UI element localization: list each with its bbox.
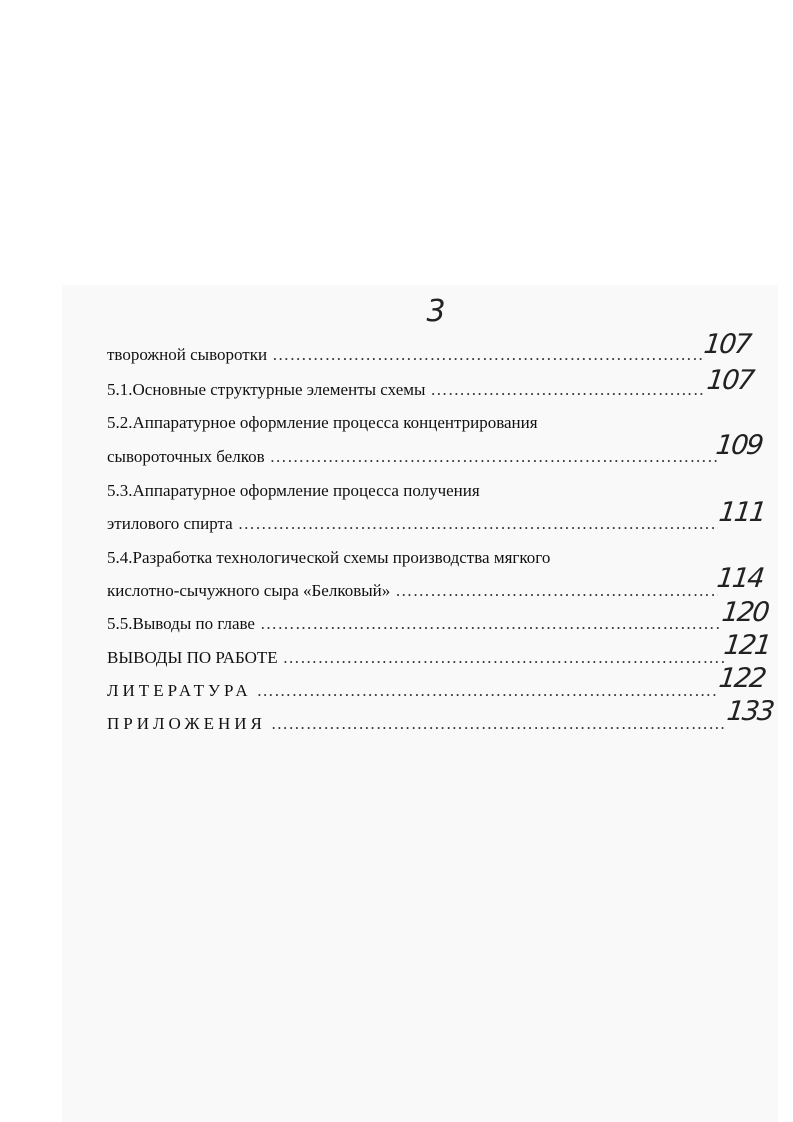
toc-entry-whey xyxy=(107,343,702,367)
toc-dot-leader xyxy=(257,679,718,703)
toc-entry-5-3-line-2 xyxy=(107,512,718,536)
toc-page-number: 121 xyxy=(722,630,772,661)
toc-entry-text: ЛИТЕРАТУРА xyxy=(107,681,252,700)
toc-entry-appendices xyxy=(107,712,727,736)
toc-entry-5-4-line-1 xyxy=(107,546,607,570)
toc-entry-text: кислотно-сычужного сыра «Белковый» xyxy=(107,581,391,600)
toc-entry-5-1 xyxy=(107,378,706,402)
toc-entry-text: 5.3.Аппаратурное оформление процесса получения xyxy=(107,481,480,500)
toc-dot-leader xyxy=(270,445,718,469)
toc-page-number: 120 xyxy=(720,597,770,628)
toc-dot-leader xyxy=(283,646,725,670)
toc-dot-leader xyxy=(271,712,727,736)
toc-entry-5-3-line-1 xyxy=(107,479,527,503)
toc-entry-text: 5.4.Разработка технологической схемы производства мягкого xyxy=(107,548,551,567)
toc-entry-text: ВЫВОДЫ ПО РАБОТЕ xyxy=(107,648,278,667)
toc-page-number: 111 xyxy=(717,497,767,528)
toc-entry-5-5 xyxy=(107,612,721,636)
toc-entry-5-2-line-2 xyxy=(107,445,718,469)
toc-dot-leader xyxy=(395,579,718,603)
toc-entry-text: сывороточных белков xyxy=(107,447,265,466)
page-number: 3 xyxy=(426,294,446,329)
toc-entry-text: творожной сыворотки xyxy=(107,345,268,364)
toc-entry-text: 5.1.Основные структурные элементы схемы xyxy=(107,380,426,399)
toc-entry-5-4-line-2 xyxy=(107,579,718,603)
toc-page-number: 107 xyxy=(702,329,752,360)
toc-dot-leader xyxy=(272,343,702,367)
toc-dot-leader xyxy=(260,612,721,636)
toc-page-number: 109 xyxy=(714,430,764,461)
toc-page-number: 122 xyxy=(717,663,767,694)
toc-entry-text: 5.5.Выводы по главе xyxy=(107,614,255,633)
toc-page-number: 133 xyxy=(725,696,775,727)
toc-page-number: 114 xyxy=(715,563,765,594)
toc-entry-text: 5.2.Аппаратурное оформление процесса концентрирования xyxy=(107,413,538,432)
toc-dot-leader xyxy=(430,378,706,402)
toc-dot-leader xyxy=(238,512,718,536)
toc-entry-text: ПРИЛОЖЕНИЯ xyxy=(107,714,266,733)
toc-entry-5-2-line-1 xyxy=(107,411,587,435)
toc-entry-conclusions xyxy=(107,646,725,670)
toc-entry-text: этилового спирта xyxy=(107,514,233,533)
toc-entry-literature xyxy=(107,679,718,703)
toc-page-number: 107 xyxy=(705,365,755,396)
